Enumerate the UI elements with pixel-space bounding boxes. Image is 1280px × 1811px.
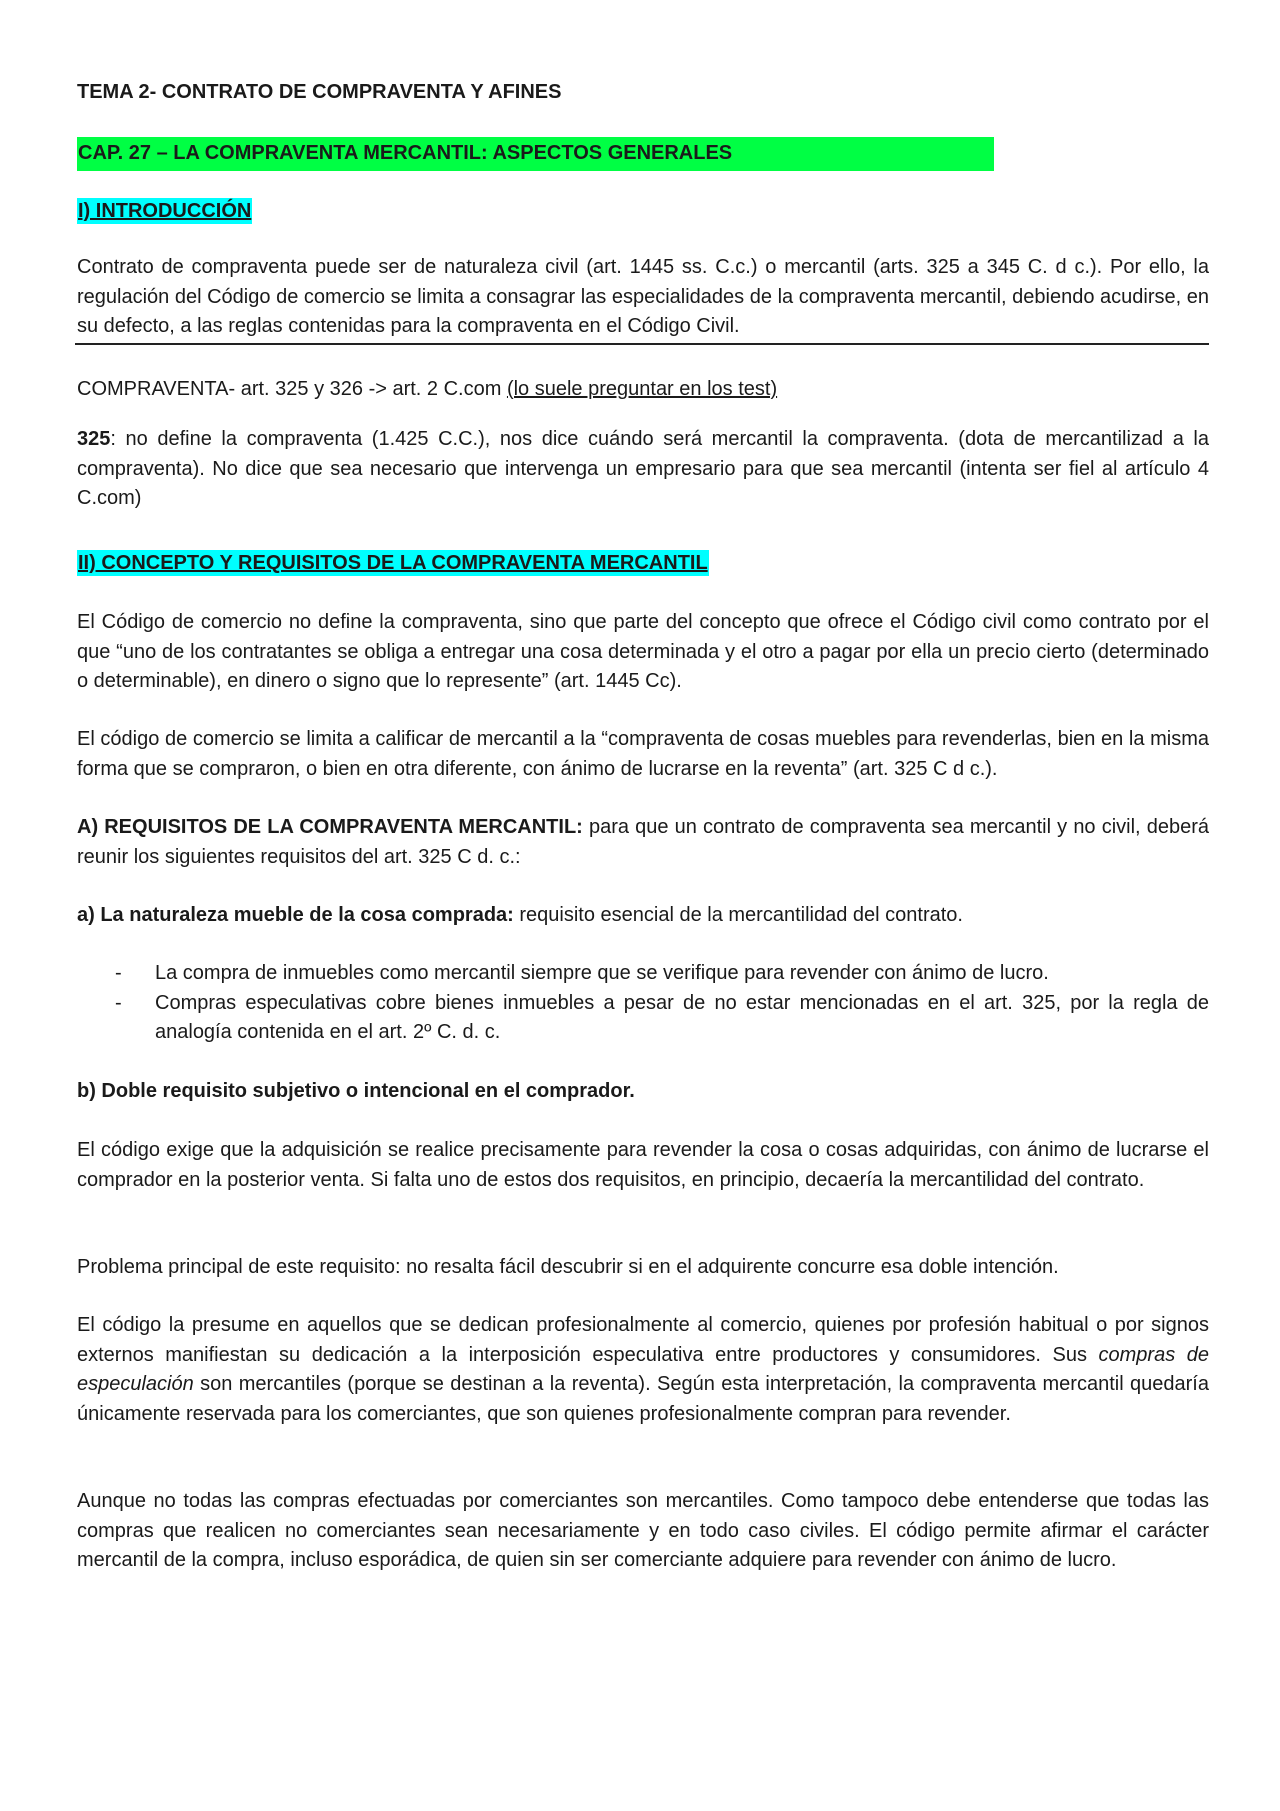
intro-paragraph: Contrato de compraventa puede ser de naturaleza civil (art. 1445 ss. C.c.) o mercantil (arts. 325 a 345 C. d c.). Por ello, la regulación del Código de comercio se limita a consagrar las especialidades de la compraventa mercantil, debiendo acudirse, en su defecto, a las reglas contenidas para la compraventa en el Código Civil. [77, 256, 1209, 337]
requirements-a-label: A) REQUISITOS DE LA COMPRAVENTA MERCANTIL: [77, 816, 583, 838]
list-dash: - [115, 991, 122, 1014]
section-heading-concept-text: II) CONCEPTO Y REQUISITOS DE LA COMPRAVENTA MERCANTIL [78, 552, 708, 574]
list-dash: - [115, 962, 122, 984]
requirements-a-text: para que un contrato de compraventa sea mercantil y no civil, deberá reunir los siguientes requisitos del art. 325 C d. c.: [77, 816, 1209, 868]
section-heading-introduction [77, 197, 1209, 227]
qualify-paragraph: El código de comercio se limita a calificar de mercantil a la “compraventa de cosas muebles para revenderlas, bien en la misma forma que se compraron, o bien en otra diferente, con ánimo de lucrarse en la reventa” (art. 325 C d c.). [77, 728, 1209, 780]
presume-text-2: son mercantiles (porque se destinan a la reventa). Según esta interpretación, la compraventa mercantil quedaría únicamente reservada para los comerciantes, que son quienes profesionalmente compran para revender. [77, 1373, 1209, 1425]
chapter-heading [77, 137, 1209, 171]
requirement-a-label: a) La naturaleza mueble de la cosa comprada: [77, 904, 514, 926]
section-heading-concept [77, 549, 1209, 579]
note-main-text: COMPRAVENTA- art. 325 y 326 -> art. 2 C.com [77, 378, 507, 400]
problem-paragraph: Problema principal de este requisito: no resalta fácil descubrir si en el adquirente concurre esa doble intención. [77, 1256, 1059, 1278]
final-paragraph: Aunque no todas las compras efectuadas por comerciantes son mercantiles. Como tampoco debe entenderse que todas las compras que realicen no comerciantes sean necesariamente y en todo caso civiles. El código permite afirmar el carácter mercantil de la compra, incluso esporádica, de quien sin ser comerciante adquiere para revender con ánimo de lucro. [77, 1490, 1209, 1571]
presume-italic-text: compras de especulación [77, 1343, 1209, 1395]
art325-paragraph [77, 425, 1209, 514]
requirements-a-paragraph [77, 813, 1209, 872]
list-item-text: Compras especulativas cobre bienes inmuebles a pesar de no estar mencionadas en el art. 325, por la regla de analogía contenida en el art. 2º C. d. c. [155, 991, 1209, 1043]
requirement-a-text: requisito esencial de la mercantilidad del contrato. [513, 904, 963, 926]
list-item [77, 959, 1209, 989]
document-title: TEMA 2- CONTRATO DE COMPRAVENTA Y AFINES [77, 81, 562, 103]
requirement-b-heading: b) Doble requisito subjetivo o intencional en el comprador. [77, 1080, 635, 1102]
list-item [77, 989, 1209, 1048]
horizontal-divider [75, 343, 1209, 345]
chapter-heading-text: CAP. 27 – LA COMPRAVENTA MERCANTIL: ASPECTOS GENERALES [77, 137, 994, 171]
art325-label: 325 [77, 428, 111, 450]
list-item-text: La compra de inmuebles como mercantil siempre que se verifique para revender con ánimo de lucro. [155, 962, 1049, 984]
requirement-a-list [77, 959, 1209, 1048]
art325-text: : no define la compraventa (1.425 C.C.), nos dice cuándo será mercantil la compraventa. (dota de mercantilizad a la compraventa). No dice que sea necesario que intervenga un empresario para que sea mercantil (intenta ser fiel al artículo 4 C.com) [77, 428, 1209, 509]
section-heading-introduction-text: I) INTRODUCCIÓN [78, 200, 252, 222]
concept-paragraph: El Código de comercio no define la compraventa, sino que parte del concepto que ofrece el Código civil como contrato por el que “uno de los contratantes se obliga a entregar una cosa determinada y el otro a pagar por ella un precio cierto (determinado o determinable), en dinero o signo que lo represente” (art. 1445 Cc). [77, 611, 1209, 692]
note-underlined-text: (lo suele preguntar en los test) [506, 378, 778, 400]
requirement-a-paragraph [77, 901, 1209, 931]
note-compraventa [77, 375, 1209, 405]
requirement-b-paragraph: El código exige que la adquisición se realice precisamente para revender la cosa o cosas adquiridas, con ánimo de lucrarse el comprador en la posterior venta. Si falta uno de estos dos requisitos, en principio, decaería la mercantilidad del contrato. [77, 1139, 1209, 1191]
presume-text-1: El código la presume en aquellos que se dedican profesionalmente al comercio, quienes por profesión habitual o por signos externos manifiestan su dedicación a la interposición especulativa entre productores y consumidores. Sus [77, 1314, 1209, 1366]
presume-paragraph [77, 1311, 1209, 1429]
